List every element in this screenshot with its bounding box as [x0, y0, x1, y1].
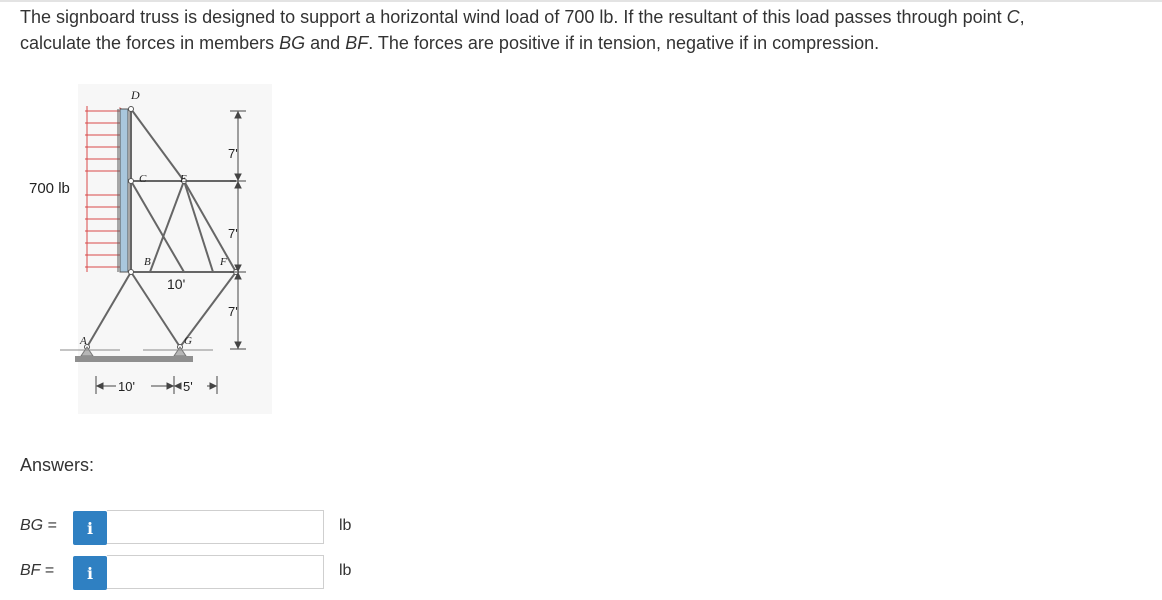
info-icon[interactable]: i — [73, 556, 107, 590]
node-label-b: B — [144, 256, 151, 268]
member-bg-ref: BG — [279, 33, 306, 53]
answer-var-bg: BG — [20, 517, 44, 534]
answer-unit-bf: lb — [339, 562, 352, 579]
answer-unit-bg: lb — [339, 517, 352, 534]
truss-diagram — [20, 84, 272, 414]
answer-label-bf — [20, 562, 54, 580]
point-c-ref: C — [1006, 7, 1020, 27]
node-label-d: D — [131, 88, 140, 102]
figure-background — [78, 84, 272, 414]
signboard — [120, 109, 128, 272]
node-label-g: G — [184, 335, 192, 347]
dim-label-bottom: 7' — [228, 304, 238, 319]
answers-heading: Answers: — [20, 455, 95, 475]
question-text — [20, 4, 1140, 56]
node-label-a: A — [80, 335, 87, 347]
question-punct: , — [1019, 7, 1025, 27]
node-label-e: E — [180, 173, 187, 185]
load-label: 700 lb — [29, 180, 70, 197]
question-line1: The signboard truss is designed to support a horizontal wind load of 700 lb. If the resultant of this load passes through point — [20, 7, 1007, 27]
dim-label-base-left: 10' — [118, 379, 135, 394]
answer-eq: = — [43, 517, 57, 534]
truss-figure — [20, 84, 272, 414]
top-divider — [0, 0, 1162, 2]
question-line2-end: . The forces are positive if in tension, negative if in compression. — [368, 33, 880, 53]
answer-label-bg — [20, 517, 57, 535]
bg-answer-input[interactable] — [107, 510, 324, 544]
dim-label-top: 7' — [228, 146, 238, 161]
node-label-c: C — [139, 173, 147, 185]
dim-label-base-right: 5' — [183, 379, 193, 394]
node-label-f: F — [220, 256, 227, 268]
answer-var-bf: BF — [20, 562, 41, 579]
dim-label-middle: 7' — [228, 226, 238, 241]
answer-eq: = — [40, 562, 55, 579]
dim-label-bg: 10' — [167, 276, 186, 292]
question-line2: calculate the forces in members — [20, 33, 280, 53]
ground — [75, 356, 193, 362]
info-icon[interactable]: i — [73, 511, 107, 545]
question-and: and — [305, 33, 346, 53]
bf-answer-input[interactable] — [107, 555, 324, 589]
member-bf-ref: BF — [345, 33, 369, 53]
